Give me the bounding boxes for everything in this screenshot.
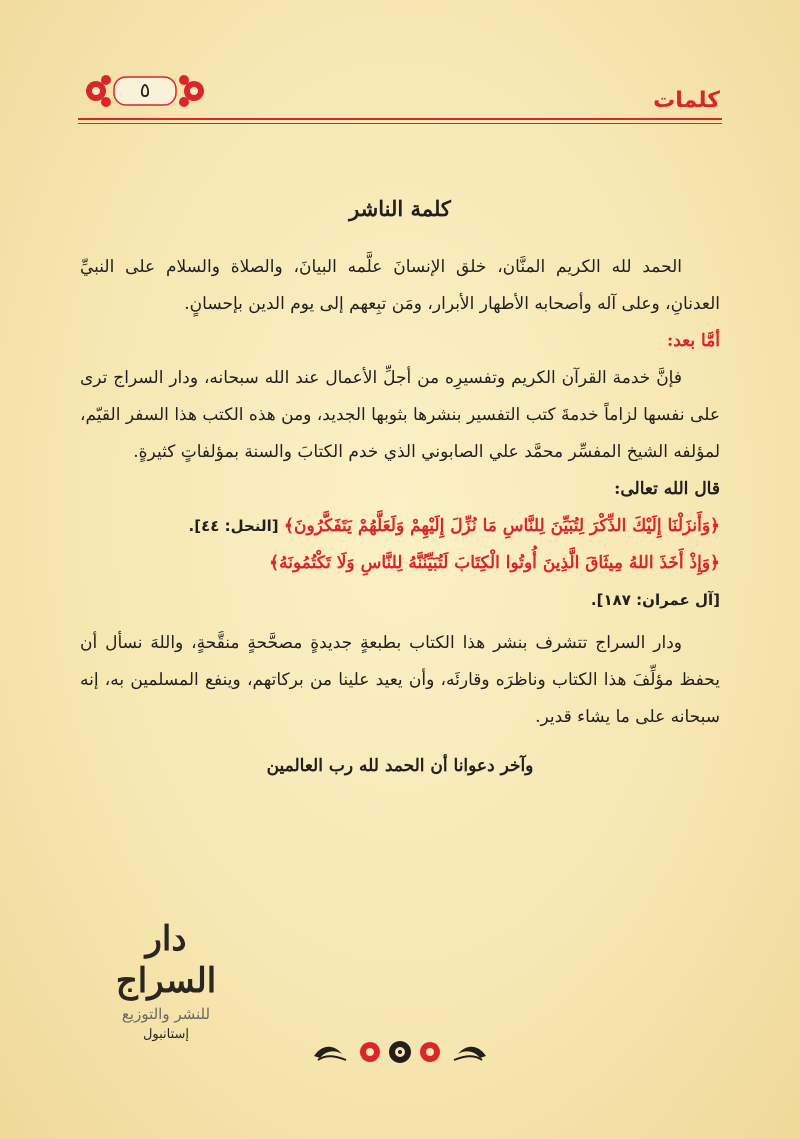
header-rule [78,118,722,120]
paragraph-intro: فإنَّ خدمة القرآن الكريم وتفسيرِه من أجلِّ الأعمال عند الله سبحانه، ودار السراج ترى على نفسها لزاماً خدمةَ كتب التفسير بنشرها بثوبها الجديد، ومن هذه الكتب هذا السفر القيّم، لمؤلفه الشيخ المفسِّر محمَّد علي الصابوني الذي خدم الكتابَ والسنة بمؤلفاتٍ كثيرةٍ. [80,368,720,462]
page-number-badge [82,72,208,110]
verse-line-2-ref [80,582,720,619]
verse-1-reference: [النحل: ٤٤]. [188,517,279,535]
verse-line-2 [80,545,720,582]
qala-allah-label: قال الله تعالى: [614,479,720,499]
paragraph-opening: الحمد لله الكريم المنَّان، خلق الإنسانَ علَّمه البيانَ، والصلاة والسلام على النبيِّ العدنانِ، وعلى آله وأصحابه الأطهار الأبرار، ومَن تبِعهم إلى يوم الدين بإحسانٍ. [80,257,720,314]
publisher-logo-subtitle: للنشر والتوزيع [121,1005,211,1023]
paragraph-closing: ودار السراج تتشرف بنشر هذا الكتاب بطبعةٍ جديدةٍ مصحَّحةٍ منقَّحةٍ، واللهَ نسأل أن يحفظ مؤلِّفَ هذا الكتاب وناظرَه وقارئَه، وأن يعيد علينا من بركاتهم، وينفع المسلمين به، إنه سبحانه على ما يشاء قدير. [80,633,720,727]
bottom-ornament [312,1040,488,1066]
page-number: ٥ [139,78,151,102]
ornament-rosette-1-icon [360,1042,380,1062]
ornament-rosette-2-icon [420,1042,440,1062]
page-title: كلمة الناشر [349,196,451,221]
ornament-scroll-left-icon [314,1047,346,1060]
publisher-logo-name: دار السراج [115,919,217,1001]
ornament-rosette-center-icon [389,1041,411,1063]
ornament-scroll-right-icon [454,1047,486,1060]
publisher-logo-city: إستانبول [142,1027,190,1042]
verse-2-reference: [آل عمران: ١٨٧]. [590,591,720,609]
amma-bad-heading: أمَّا بعد: [666,331,720,351]
verse-line-1 [80,508,720,545]
publisher-logo [98,918,234,1042]
section-title: كلمات [653,88,720,113]
publisher-note [80,190,720,785]
quran-verse-2: ﴿وَإِذْ أَخَذَ اللهُ مِيثَاقَ الَّذِينَ أُوتُوا الْكِتَابَ لَتُبَيِّنُنَّهُ لِلنَّاسِ وَلَا تَكْتُمُونَهُ﴾ [269,553,720,573]
header-rule-thin [78,123,722,124]
closing-line: وآخر دعوانا أن الحمد لله رب العالمين [266,756,534,776]
quran-verse-1: ﴿وَأَنزَلْنَا إِلَيْكَ الذِّكْرَ لِتُبَيِّنَ لِلنَّاسِ مَا نُزِّلَ إِلَيْهِمْ وَلَعَلَّهُمْ يَتَفَكَّرُونَ﴾ [284,516,720,536]
